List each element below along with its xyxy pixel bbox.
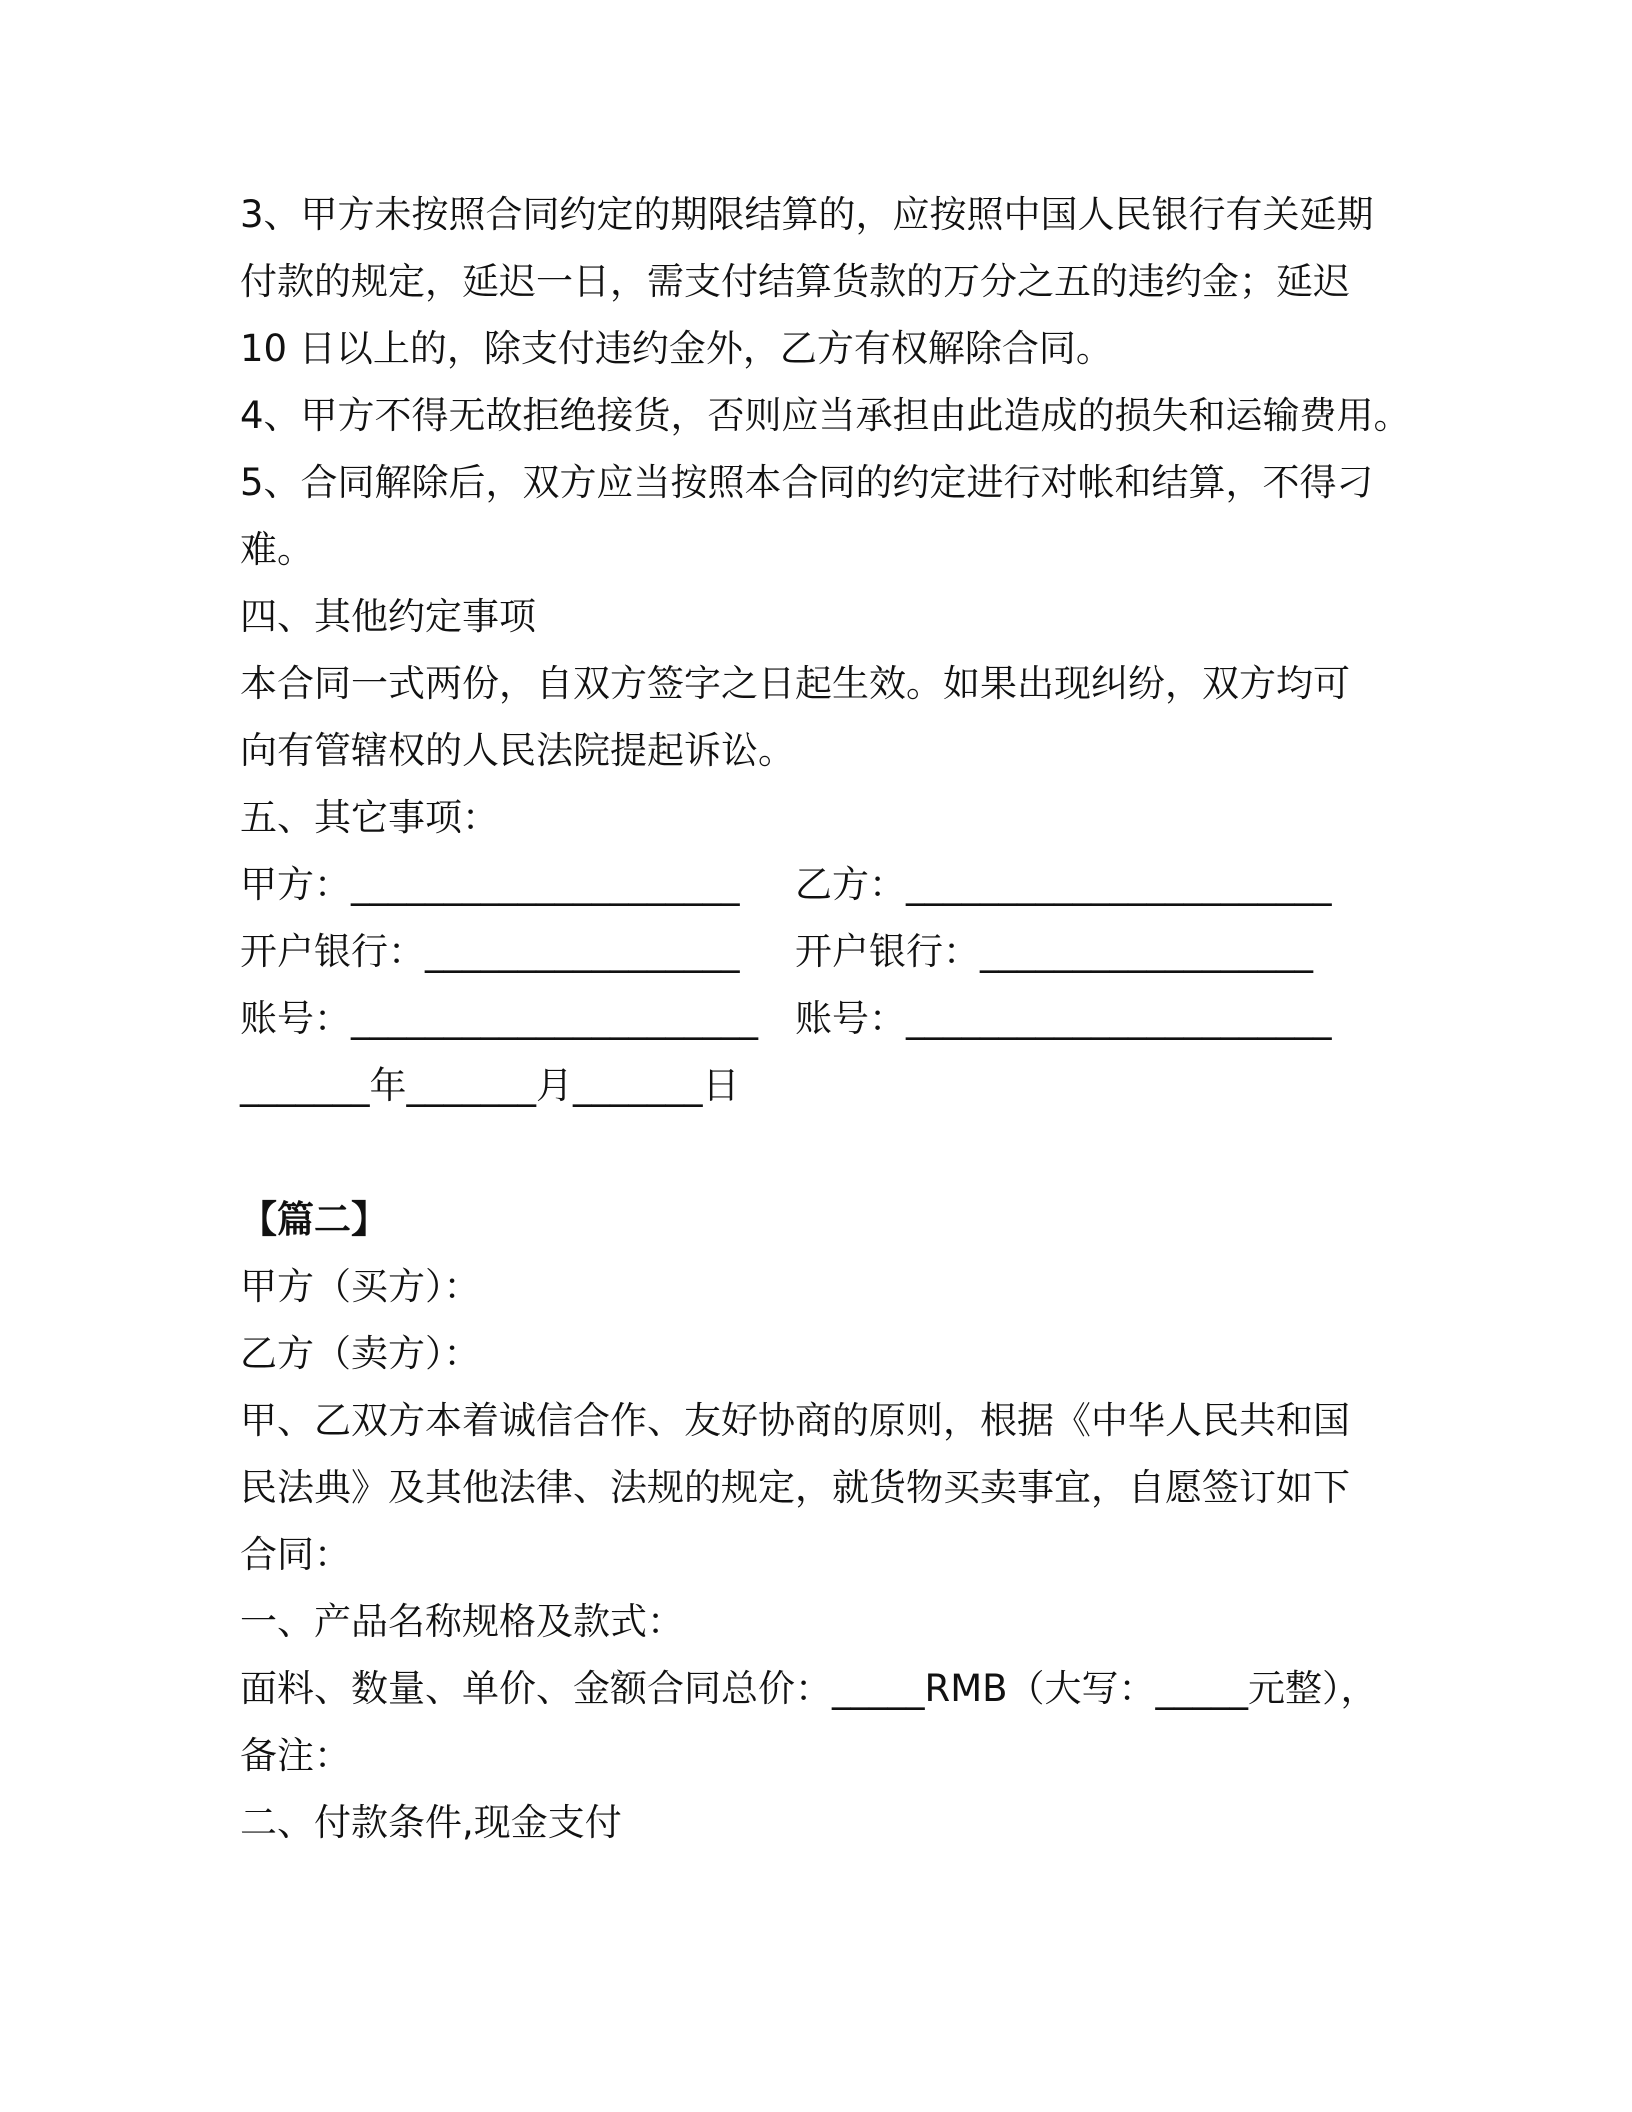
intro-line-1: 甲、乙双方本着诚信合作、友好协商的原则，根据《中华人民共和国: [240, 1399, 1350, 1442]
party-a-bank-field: 开户银行：_________________: [240, 930, 740, 973]
buyer-label: 甲方（买方）：: [240, 1265, 481, 1308]
clause-3-line-3: 10 日以上的，除支付违约金外，乙方有权解除合同。: [240, 327, 1113, 370]
clause-3-line-2: 付款的规定，延迟一日，需支付结算货款的万分之五的违约金；延迟: [240, 260, 1350, 303]
product-heading: 一、产品名称规格及款式：: [240, 1600, 684, 1643]
part-two-title: 【篇二】: [240, 1198, 388, 1241]
party-b-bank-field: 开户银行：__________________: [795, 930, 1313, 973]
other-terms-line-2: 向有管辖权的人民法院提起诉讼。: [240, 729, 795, 772]
intro-line-2: 民法典》及其他法律、法规的规定，就货物买卖事宜，自愿签订如下: [240, 1466, 1350, 1509]
party-b-account-field: 账号：_______________________: [795, 997, 1332, 1040]
clause-4: 4、甲方不得无故拒绝接货，否则应当承担由此造成的损失和运输费用。: [240, 394, 1411, 437]
party-a-signature-field: 甲方：_____________________: [240, 863, 740, 906]
intro-line-3: 合同：: [240, 1533, 351, 1576]
payment-heading: 二、付款条件,现金支付: [240, 1801, 622, 1844]
party-a-account-field: 账号：______________________: [240, 997, 758, 1040]
party-b-signature-field: 乙方：_______________________: [795, 863, 1332, 906]
seller-label: 乙方（卖方）：: [240, 1332, 481, 1375]
other-terms-line-1: 本合同一式两份，自双方签字之日起生效。如果出现纠纷，双方均可: [240, 662, 1350, 705]
date-field: _______年_______月_______日: [240, 1064, 740, 1107]
clause-3-line-1: 3、甲方未按照合同约定的期限结算的，应按照中国人民银行有关延期: [240, 193, 1374, 236]
clause-5-line-2: 难。: [240, 528, 314, 571]
section-5-heading: 五、其它事项：: [240, 796, 499, 839]
remark-label: 备注：: [240, 1734, 351, 1777]
section-4-heading: 四、其他约定事项: [240, 595, 536, 638]
clause-5-line-1: 5、合同解除后，双方应当按照本合同的约定进行对帐和结算，不得刁: [240, 461, 1374, 504]
total-price-line: 面料、数量、单价、金额合同总价：_____RMB（大写：_____元整），: [240, 1667, 1378, 1710]
